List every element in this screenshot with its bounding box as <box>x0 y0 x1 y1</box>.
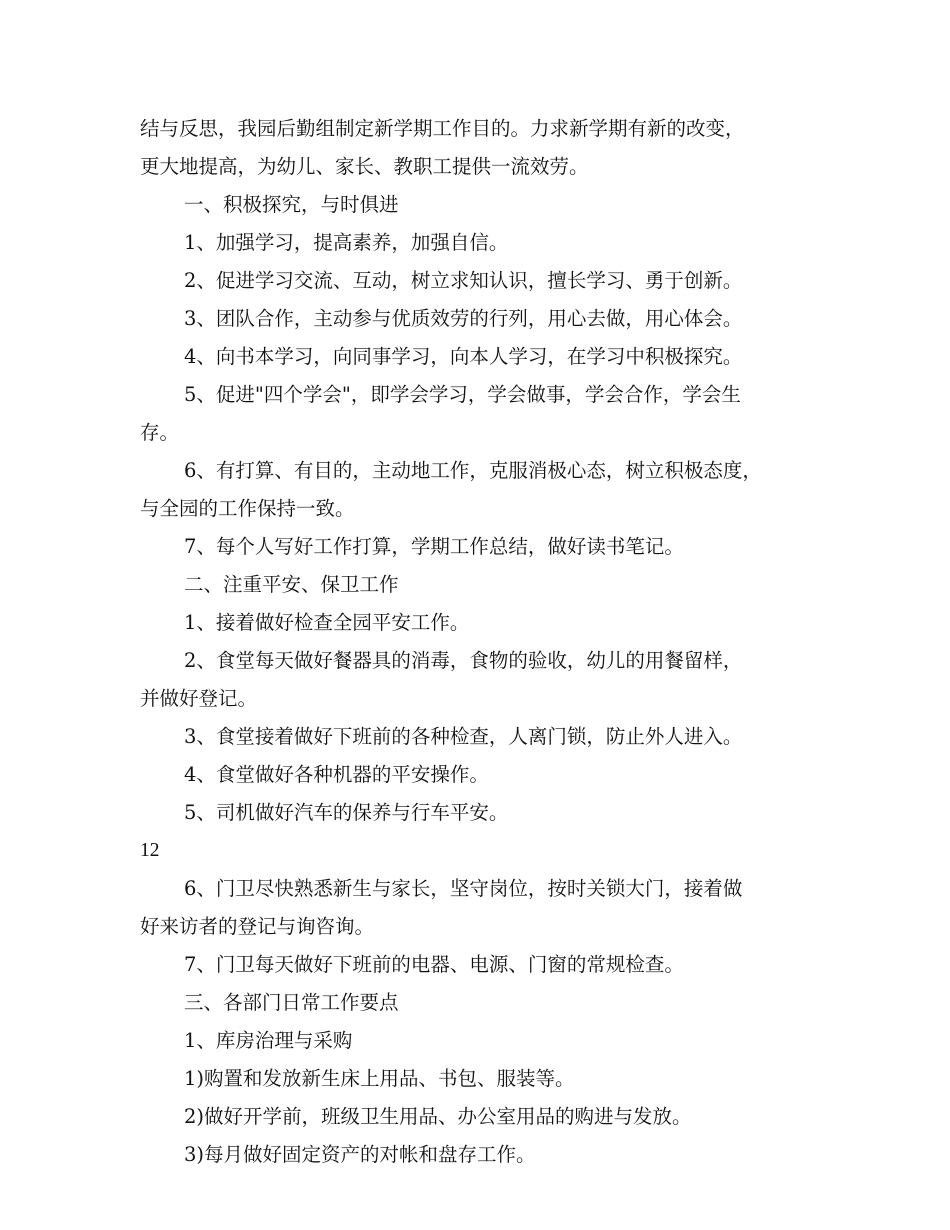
document-body <box>140 110 830 1174</box>
text-line: 并做好登记。 <box>140 687 258 710</box>
text-line: 更大地提高，为幼儿、家长、教职工提供一流效劳。 <box>140 155 589 178</box>
list-item: 1)购置和发放新生床上用品、书包、服装等。 <box>184 1067 575 1090</box>
text-line: 存。 <box>140 421 180 444</box>
list-item: 2、促进学习交流、互动，树立求知认识，擅长学习、勇于创新。 <box>184 269 743 292</box>
list-item: 6、有打算、有目的，主动地工作，克服消极心态，树立积极态度， <box>184 459 762 482</box>
list-item: 5、司机做好汽车的保养与行车平安。 <box>184 801 509 824</box>
list-item: 1、接着做好检查全园平安工作。 <box>184 611 470 634</box>
list-item: 3、食堂接着做好下班前的各种检查，人离门锁，防止外人进入。 <box>184 725 743 748</box>
list-item: 2、食堂每天做好餐器具的消毒，食物的验收，幼儿的用餐留样， <box>184 649 743 672</box>
text-line: 好来访者的登记与询咨询。 <box>140 915 375 938</box>
list-item: 3、团队合作，主动参与优质效劳的行列，用心去做，用心体会。 <box>184 307 743 330</box>
section-heading: 一、积极探究，与时俱进 <box>184 193 399 216</box>
section-heading: 二、注重平安、保卫工作 <box>184 573 399 596</box>
section-heading: 三、各部门日常工作要点 <box>184 991 399 1014</box>
list-item: 2)做好开学前，班级卫生用品、办公室用品的购进与发放。 <box>184 1105 692 1128</box>
list-item: 6、门卫尽快熟悉新生与家长，坚守岗位，按时关锁大门，接着做 <box>184 877 743 900</box>
list-item: 5、促进"四个学会"，即学会学习，学会做事，学会合作，学会生 <box>184 383 741 406</box>
list-item: 4、向书本学习，向同事学习，向本人学习，在学习中积极探究。 <box>184 345 743 368</box>
list-item: 1、库房治理与采购 <box>184 1029 353 1052</box>
page-number: 12 <box>140 840 160 861</box>
list-item: 7、门卫每天做好下班前的电器、电源、门窗的常规检查。 <box>184 953 684 976</box>
list-item: 4、食堂做好各种机器的平安操作。 <box>184 763 489 786</box>
text-line: 结与反思，我园后勤组制定新学期工作目的。力求新学期有新的改变， <box>140 117 745 140</box>
list-item: 1、加强学习，提高素养，加强自信。 <box>184 231 509 254</box>
text-line: 与全园的工作保持一致。 <box>140 497 355 520</box>
list-item: 3)每月做好固定资产的对帐和盘存工作。 <box>184 1143 536 1166</box>
list-item: 7、每个人写好工作打算，学期工作总结，做好读书笔记。 <box>184 535 684 558</box>
